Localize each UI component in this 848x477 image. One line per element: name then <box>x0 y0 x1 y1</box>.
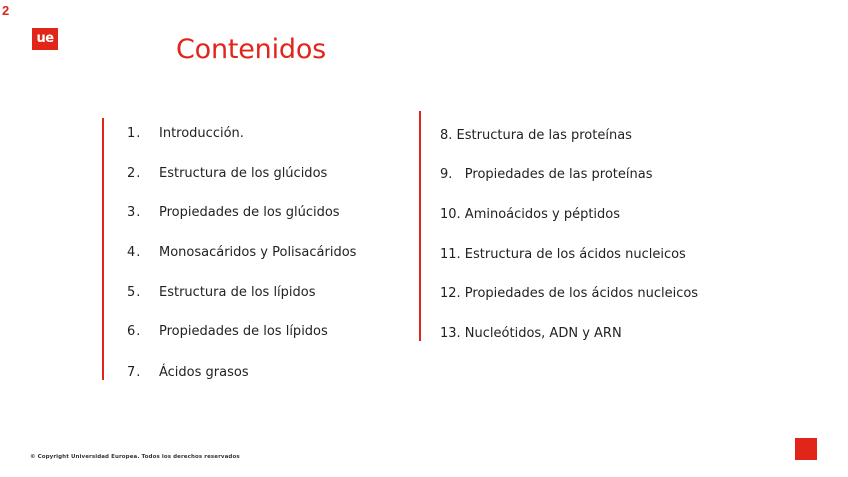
toc-item-label: Estructura de los lípidos <box>159 285 316 300</box>
toc-item-label: Introducción. <box>159 126 244 141</box>
slide-number: 2 <box>2 3 10 18</box>
corner-square-decoration <box>795 438 817 460</box>
toc-item-label: Monosacáridos y Polisacáridos <box>159 245 357 260</box>
toc-item-number: 6. <box>127 324 142 339</box>
toc-item-label: Propiedades de los lípidos <box>159 324 328 339</box>
toc-item-label: Propiedades de los glúcidos <box>159 205 340 220</box>
toc-item-label: 12. Propiedades de los ácidos nucleicos <box>440 286 699 301</box>
toc-item-number: 1. <box>127 126 142 141</box>
copyright-notice: © Copyright Universidad Europea. Todos los derechos reservados <box>30 454 240 460</box>
toc-item-label: Estructura de los glúcidos <box>159 166 328 181</box>
toc-item-number: 7. <box>127 365 142 380</box>
toc-item-number: 2. <box>127 166 142 181</box>
toc-item-number: 3. <box>127 205 142 220</box>
right-divider-line <box>419 111 421 341</box>
left-divider-line <box>102 118 104 380</box>
toc-item-label: 11. Estructura de los ácidos nucleicos <box>440 247 686 262</box>
toc-item-number: 5. <box>127 285 142 300</box>
toc-item-label: 13. Nucleótidos, ADN y ARN <box>440 326 622 341</box>
page-title: Contenidos <box>176 34 327 65</box>
toc-item-label: 10. Aminoácidos y péptidos <box>440 207 621 222</box>
toc-item-label: Ácidos grasos <box>159 365 249 380</box>
ue-logo-text: ue <box>36 31 54 46</box>
toc-item-label: 9. Propiedades de las proteínas <box>440 167 653 182</box>
toc-item-label: 8. Estructura de las proteínas <box>440 128 632 143</box>
ue-logo <box>32 28 58 50</box>
toc-item-number: 4. <box>127 245 142 260</box>
